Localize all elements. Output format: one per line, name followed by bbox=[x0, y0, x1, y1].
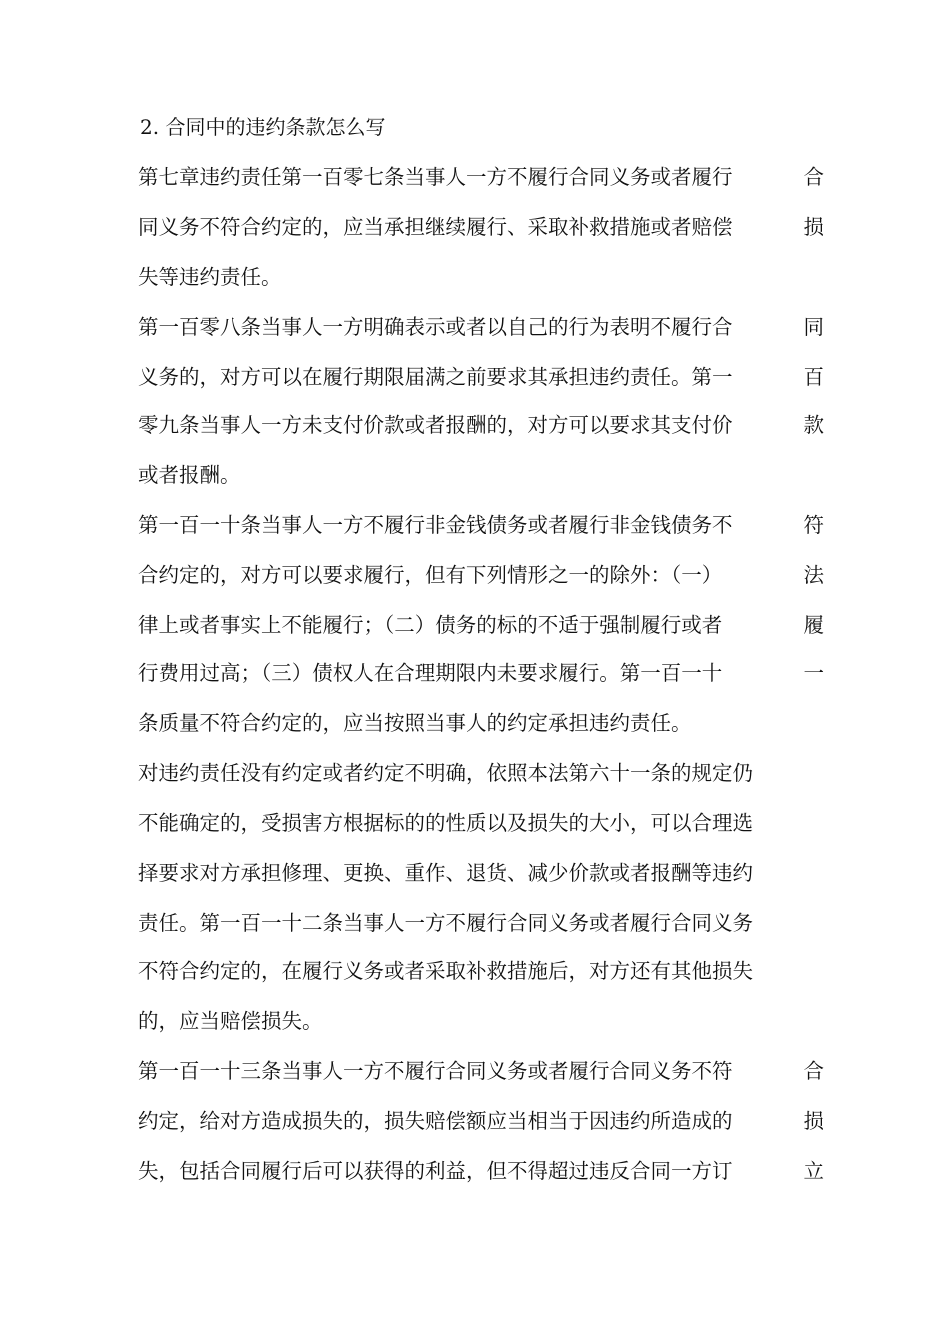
line-text: 的，应当赔偿损失。 bbox=[138, 1009, 323, 1033]
line-tail: 一 bbox=[803, 661, 824, 685]
section-heading: 2. 合同中的违约条款怎么写 bbox=[140, 115, 386, 139]
line-text: 行费用过高；（三）债权人在合理期限内未要求履行。第一百一十 bbox=[138, 661, 723, 685]
line-text: 条质量不符合约定的，应当按照当事人的约定承担违约责任。 bbox=[138, 711, 692, 735]
line-text: 择要求对方承担修理、更换、重作、退货、减少价款或者报酬等违约 bbox=[138, 861, 753, 885]
line-tail: 损 bbox=[803, 1109, 824, 1133]
line-tail: 符 bbox=[803, 513, 824, 537]
line-text: 或者报酬。 bbox=[138, 463, 241, 487]
line-text: 第一百一十三条当事人一方不履行合同义务或者履行合同义务不符 bbox=[138, 1059, 733, 1083]
line-tail: 百 bbox=[803, 365, 824, 389]
line-text: 约定，给对方造成损失的，损失赔偿额应当相当于因违约所造成的 bbox=[138, 1109, 733, 1133]
line-text: 不能确定的，受损害方根据标的的性质以及损失的大小，可以合理选 bbox=[138, 811, 753, 835]
line-tail: 履 bbox=[803, 613, 824, 637]
line-text: 义务的，对方可以在履行期限届满之前要求其承担违约责任。第一 bbox=[138, 365, 733, 389]
line-text: 不符合约定的，在履行义务或者采取补救措施后，对方还有其他损失 bbox=[138, 959, 753, 983]
line-tail: 同 bbox=[803, 315, 824, 339]
line-text: 同义务不符合约定的，应当承担继续履行、采取补救措施或者赔偿 bbox=[138, 215, 733, 239]
line-text: 第一百零八条当事人一方明确表示或者以自己的行为表明不履行合 bbox=[138, 315, 733, 339]
line-text: 失等违约责任。 bbox=[138, 265, 282, 289]
line-tail: 损 bbox=[803, 215, 824, 239]
line-text: 失，包括合同履行后可以获得的利益，但不得超过违反合同一方订 bbox=[138, 1159, 733, 1183]
line-text: 第一百一十条当事人一方不履行非金钱债务或者履行非金钱债务不 bbox=[138, 513, 733, 537]
line-text: 责任。第一百一十二条当事人一方不履行合同义务或者履行合同义务 bbox=[138, 911, 753, 935]
line-tail: 合 bbox=[803, 1059, 824, 1083]
line-tail: 立 bbox=[803, 1159, 824, 1183]
line-tail: 款 bbox=[803, 413, 824, 437]
line-text: 第七章违约责任第一百零七条当事人一方不履行合同义务或者履行 bbox=[138, 165, 733, 189]
line-text: 律上或者事实上不能履行；（二）债务的标的不适于强制履行或者 bbox=[138, 613, 723, 637]
line-text: 合约定的，对方可以要求履行，但有下列情形之一的除外：（一） bbox=[138, 563, 723, 587]
line-text: 零九条当事人一方未支付价款或者报酬的，对方可以要求其支付价 bbox=[138, 413, 733, 437]
line-text: 对违约责任没有约定或者约定不明确，依照本法第六十一条的规定仍 bbox=[138, 761, 753, 785]
line-tail: 法 bbox=[803, 563, 824, 587]
line-tail: 合 bbox=[803, 165, 824, 189]
